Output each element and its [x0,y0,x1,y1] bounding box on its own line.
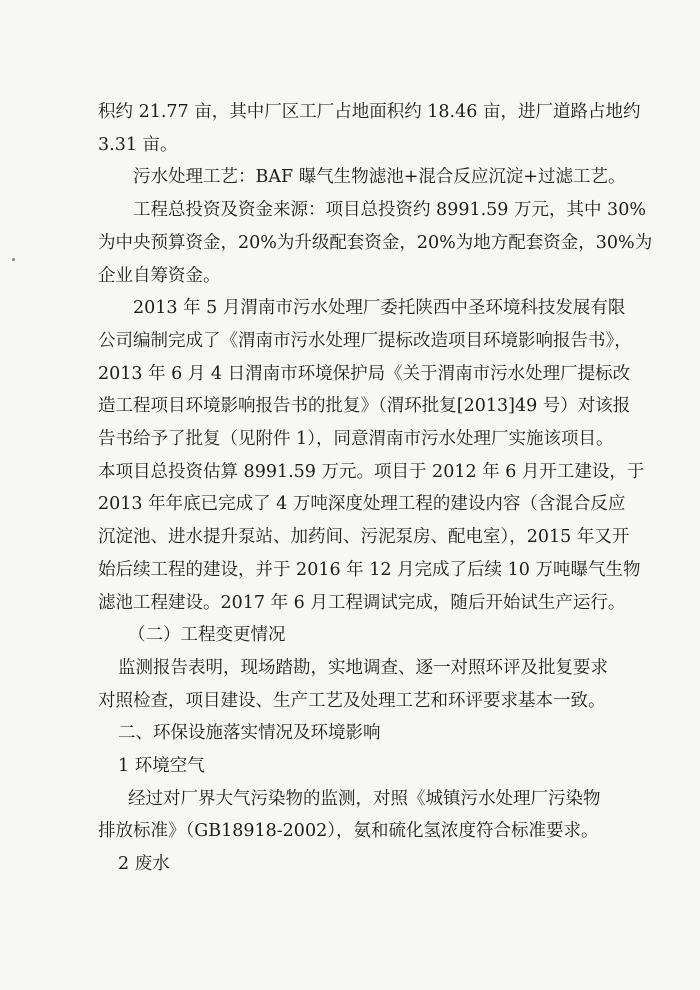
text-line: 经过对厂界大气污染物的监测，对照《城镇污水处理厂污染物 [128,788,601,809]
heading-text: 2 废水 [118,854,170,875]
paragraph-eia-history [98,292,645,619]
text-line: 积约 21.77 亩，其中厂区工厂占地面积约 18.46 亩，进厂道路占地约 [98,102,641,122]
text-line: 告书给予了批复（见附件 1），同意渭南市污水处理厂实施该项目。 [98,429,614,450]
paragraph-investment [98,194,653,292]
text-line: 沉淀池、进水提升泵站、加药间、污泥泵房、配电室），2015 年又开 [98,527,630,548]
text-line: 对照检查，项目建设、生产工艺及处理工艺和环评要求基本一致。 [98,690,606,711]
text-line: 2013 年 5 月渭南市污水处理厂委托陕西中圣环境科技发展有限 [133,298,626,319]
section-heading-changes [98,619,608,652]
text-line: 滤池工程建设。2017 年 6 月工程调试完成，随后开始试生产运行。 [98,592,626,613]
heading-text: 二、环保设施落实情况及环境影响 [118,723,381,744]
paragraph-monitoring-report [98,652,608,717]
section-heading-env-facilities [98,717,608,750]
document-body [98,96,653,881]
text-line: 3.31 亩。 [98,134,178,155]
heading-text: 1 环境空气 [118,756,205,777]
text-line: 2013 年 6 月 4 日渭南市环境保护局《关于渭南市污水处理厂提标改 [98,363,631,384]
text-line: 2013 年年底已完成了 4 万吨深度处理工程的建设内容（含混合反应 [98,494,626,515]
text-line: 企业自筹资金。 [98,265,221,286]
paragraph-site-area [98,96,641,161]
scan-speck [12,258,15,261]
text-line: 为中央预算资金，20%为升级配套资金，20%为地方配套资金，30%为 [98,232,653,253]
text-line: 公司编制完成了《渭南市污水处理厂提标改造项目环境影响报告书》， [98,330,632,351]
text-line: 工程总投资及资金来源：项目总投资约 8991.59 万元，其中 30% [133,200,646,221]
text-line: 本项目总投资估算 8991.59 万元。项目于 2012 年 6 月开工建设，于 [98,461,645,482]
paragraph-air-monitoring [98,783,608,848]
subheading-ambient-air [98,750,608,783]
text-line: 始后续工程的建设，并于 2016 年 12 月完成了后续 10 万吨曝气生物 [98,559,641,580]
text-line: 污水处理工艺：BAF 曝气生物滤池+混合反应沉淀+过滤工艺。 [133,167,626,188]
text-line: 造工程项目环境影响报告书的批复》（渭环批复[2013]49 号）对该报 [98,396,631,417]
paragraph-treatment-process [98,161,626,194]
subheading-wastewater [98,848,608,881]
text-line: 监测报告表明，现场踏勘，实地调查、逐一对照环评及批复要求 [118,657,608,678]
heading-text: （二）工程变更情况 [128,625,286,646]
text-line: 排放标准》（GB18918-2002），氨和硫化氢浓度符合标准要求。 [98,821,599,842]
